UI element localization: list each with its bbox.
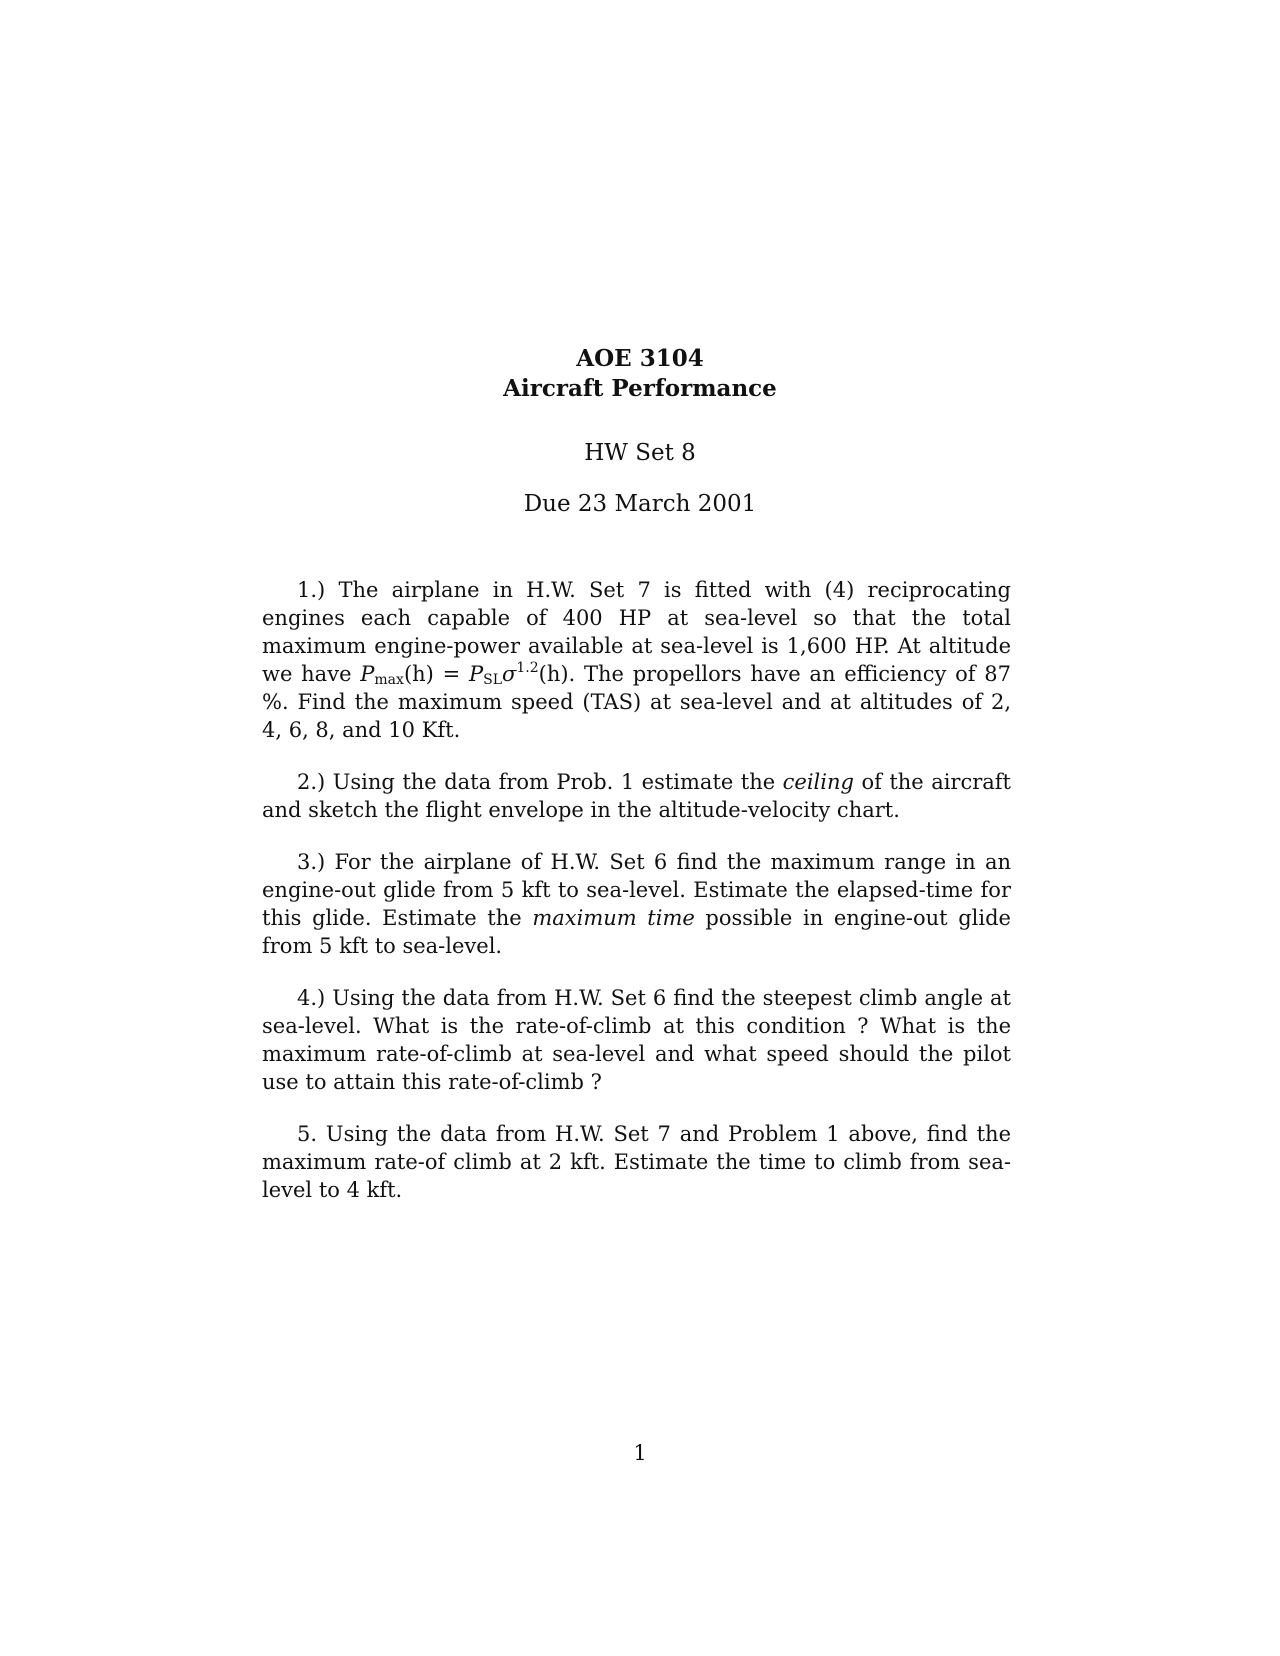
problem-3-emphasis: maximum time bbox=[532, 906, 695, 930]
due-date: Due 23 March 2001 bbox=[523, 491, 757, 517]
page-number: 1 bbox=[633, 1441, 647, 1465]
formula-lhs-sub: max bbox=[374, 672, 404, 688]
formula-sigma: σ bbox=[502, 662, 517, 686]
problem-2-emphasis: ceiling bbox=[782, 770, 854, 794]
problem-3 bbox=[262, 848, 1011, 960]
problem-1-text-before: 1.) The airplane in H.W. Set 7 is fitted with (4) reciprocating engines each capable of 400 HP at sea-level so that the total maximum engine-power available at sea-level is 1,600 HP. At altitude we have bbox=[262, 578, 1011, 686]
course-code: AOE 3104 bbox=[576, 345, 704, 372]
problem-2-text-before: 2.) Using the data from Prob. 1 estimate the bbox=[297, 770, 783, 794]
formula-exponent: 1.2 bbox=[516, 660, 539, 676]
problem-1 bbox=[262, 576, 1011, 744]
problem-5: 5. Using the data from H.W. Set 7 and Problem 1 above, find the maximum rate-of climb at 2 kft. Estimate the time to climb from sea-level to 4 kft. bbox=[262, 1122, 1011, 1202]
formula-rhs-arg: (h) bbox=[538, 662, 569, 686]
formula-lhs-var: P bbox=[360, 662, 375, 686]
formula-lhs-arg: (h) bbox=[403, 662, 434, 686]
problem-3-text-after: possible in engine-out glide from 5 kft to sea-level. bbox=[262, 906, 1011, 958]
problem-list bbox=[262, 576, 1011, 1228]
hw-set-label: HW Set 8 bbox=[584, 440, 696, 466]
course-name: Aircraft Performance bbox=[503, 375, 777, 402]
problem-4: 4.) Using the data from H.W. Set 6 find the steepest climb angle at sea-level. What is the rate-of-climb at this condition ? What is the maximum rate-of-climb at sea-level and what speed should the pilot use to attain this rate-of-climb ? bbox=[262, 986, 1011, 1094]
problem-2 bbox=[262, 768, 1011, 824]
formula-rhs-sub: SL bbox=[483, 672, 503, 688]
problem-1-text-after: . The propellors have an efficiency of 87 %. Find the maximum speed (TAS) at sea-level and at altitudes of 2, 4, 6, 8, and 10 Kft. bbox=[262, 662, 1012, 742]
formula-rhs-var: P bbox=[468, 662, 484, 686]
problem-2-text-after: of the aircraft and sketch the flight envelope in the altitude-velocity chart. bbox=[262, 770, 1011, 822]
problem-3-text-before: 3.) For the airplane of H.W. Set 6 find the maximum range in an engine-out glide from 5 kft to sea-level. Estimate the elapsed-time for this glide. Estimate the bbox=[262, 850, 1011, 930]
power-formula bbox=[360, 662, 568, 686]
title-block bbox=[0, 344, 1280, 404]
formula-equals: = bbox=[433, 662, 469, 686]
